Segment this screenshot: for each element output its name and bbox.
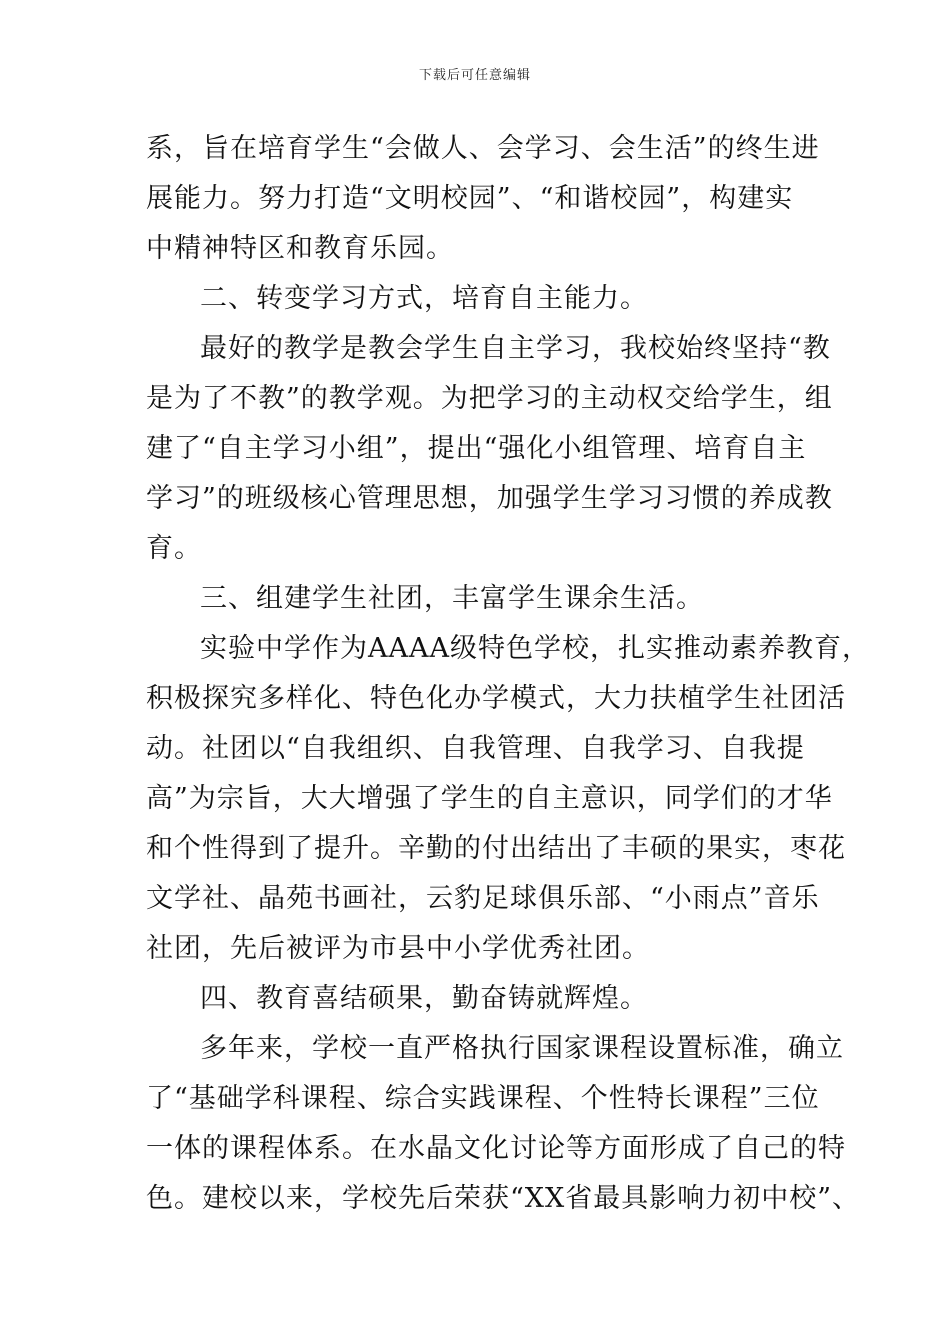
- text-line: 动。社团以“自我组织、自我管理、自我学习、自我提: [146, 733, 805, 764]
- text-line: 展能力。努力打造“文明校园”、“和谐校园”，构建实: [146, 183, 794, 214]
- text-line: 高”为宗旨，大大增强了学生的自主意识，同学们的才华: [146, 783, 833, 814]
- text-line: 社团，先后被评为市县中小学优秀社团。: [146, 933, 650, 964]
- text-line: 一体的课程体系。在水晶文化讨论等方面形成了自己的特: [146, 1133, 846, 1164]
- section-heading: 二、转变学习方式，培育自主能力。: [200, 283, 648, 314]
- text-line: 文学社、晶苑书画社，云豹足球俱乐部、“小雨点”音乐: [146, 883, 820, 914]
- text-line: 学习”的班级核心管理思想，加强学生学习习惯的养成教: [146, 483, 833, 514]
- document-body: [146, 124, 870, 1224]
- text-line: 建了“自主学习小组”，提出“强化小组管理、培育自主: [146, 433, 807, 464]
- text-line: 最好的教学是教会学生自主学习，我校始终坚持“教: [200, 333, 831, 364]
- text-line: 实验中学作为AAAA级特色学校，扎实推动素养教育，: [200, 633, 870, 664]
- text-line: 积极探究多样化、特色化办学模式，大力扶植学生社团活: [146, 683, 846, 714]
- text-line: 是为了不教”的教学观。为把学习的主动权交给学生，组: [146, 383, 833, 414]
- text-line: 中精神特区和教育乐园。: [146, 233, 454, 264]
- text-line: 多年来，学校一直严格执行国家课程设置标准，确立: [200, 1033, 844, 1064]
- section-heading: 四、教育喜结硕果，勤奋铸就辉煌。: [200, 983, 648, 1014]
- text-line: 系，旨在培育学生“会做人、会学习、会生活”的终生进: [146, 133, 820, 164]
- text-line: 色。建校以来，学校先后荣获“XX省最具影响力初中校”、: [146, 1183, 861, 1214]
- section-heading: 三、组建学生社团，丰富学生课余生活。: [200, 583, 704, 614]
- text-line: 了“基础学科课程、综合实践课程、个性特长课程”三位: [146, 1083, 820, 1114]
- text-line: 育。: [146, 533, 202, 564]
- text-line: 和个性得到了提升。辛勤的付出结出了丰硕的果实，枣花: [146, 833, 846, 864]
- header-note: 下载后可任意编辑: [418, 68, 531, 83]
